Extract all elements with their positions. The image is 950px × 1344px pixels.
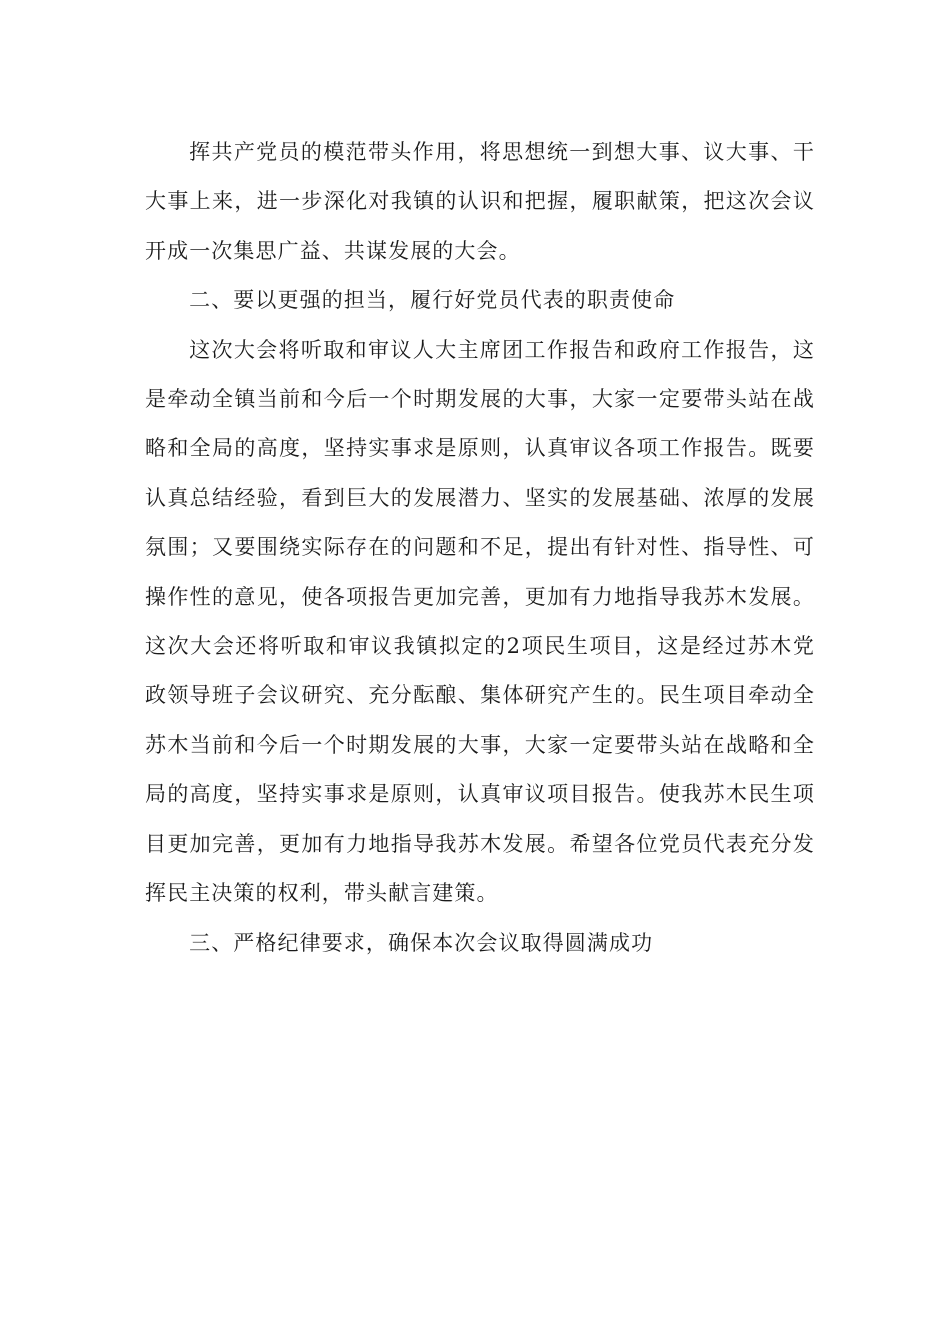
- section-heading: 二、要以更强的担当，履行好党员代表的职责使命: [189, 288, 676, 313]
- body-paragraph: 这次大会将听取和审议人大主席团工作报告和政府工作报告，这是牵动全镇当前和今后一个时期发展的大事，大家一定要带头站在战略和全局的高度，坚持实事求是原则，认真审议各项工作报告。既要认真总结经验，看到巨大的发展潜力、坚实的发展基础、浓厚的发展氛围；又要围绕实际存在的问题和不足，提出有针对性、指导性、可操作性的意见，使各项报告更加完善，更加有力地指导我苏木发展。这次大会还将听取和审议我镇拟定的2项民生项目，这是经过苏木党政领导班子会议研究、充分酝酿、集体研究产生的。民生项目牵动全苏木当前和今后一个时期发展的大事，大家一定要带头站在战略和全局的高度，坚持实事求是原则，认真审议项目报告。使我苏木民生项目更加完善，更加有力地指导我苏木发展。希望各位党员代表充分发挥民主决策的权利，带头献言建策。: [145, 337, 815, 906]
- section-heading: 三、严格纪律要求，确保本次会议取得圆满成功: [189, 930, 654, 955]
- body-paragraph: 挥共产党员的模范带头作用，将思想统一到想大事、议大事、干大事上来，进一步深化对我镇的认识和把握，履职献策，把这次会议开成一次集思广益、共谋发展的大会。: [145, 140, 815, 263]
- document-body: [145, 128, 815, 968]
